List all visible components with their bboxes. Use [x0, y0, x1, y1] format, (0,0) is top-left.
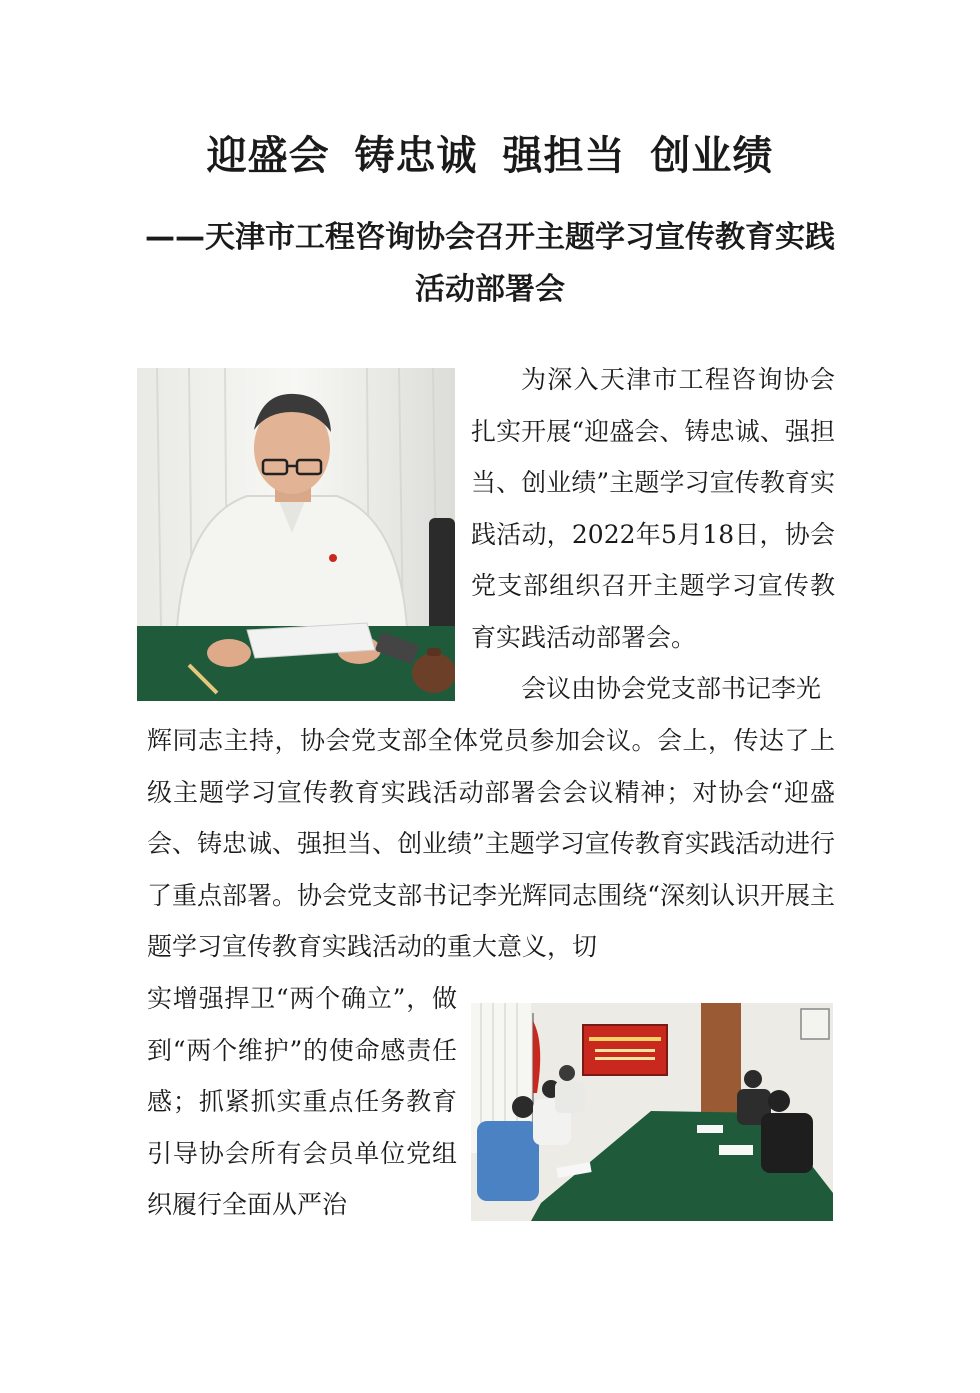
paragraph-2-first-line: 会议由协会党支部书记李光	[521, 674, 822, 703]
paragraph-1: 为深入天津市工程咨询协会扎实开展“迎盛会、铸忠诚、强担当、创业绩”主题学习宣传教育实践活动，2022年5月18日，协会党支部组织召开主题学习宣传教育实践活动部署会。	[471, 365, 835, 652]
speaker-photo	[137, 368, 455, 701]
paragraph-2-side: 实增强捍卫“两个确立”，做到“两个维护”的使命感责任感；抓紧抓实重点任务教育引导协会所有会员单位党组织履行全面从严治	[147, 984, 457, 1219]
paragraph-2-body: 辉同志主持，协会党支部全体党员参加会议。会上，传达了上级主题学习宣传教育实践活动部署会会议精神；对协会“迎盛会、铸忠诚、强担当、创业绩”主题学习宣传教育实践活动进行了重点部署。协会党支部书记李光辉同志围绕“深刻认识开展主题学习宣传教育实践活动的重大意义，切	[147, 726, 835, 961]
article-title: 迎盛会 铸忠诚 强担当 创业绩	[206, 133, 774, 179]
article-subtitle: ——天津市工程咨询协会召开主题学习宣传教育实践活动部署会	[145, 220, 835, 307]
meeting-room-photo	[471, 1003, 833, 1221]
